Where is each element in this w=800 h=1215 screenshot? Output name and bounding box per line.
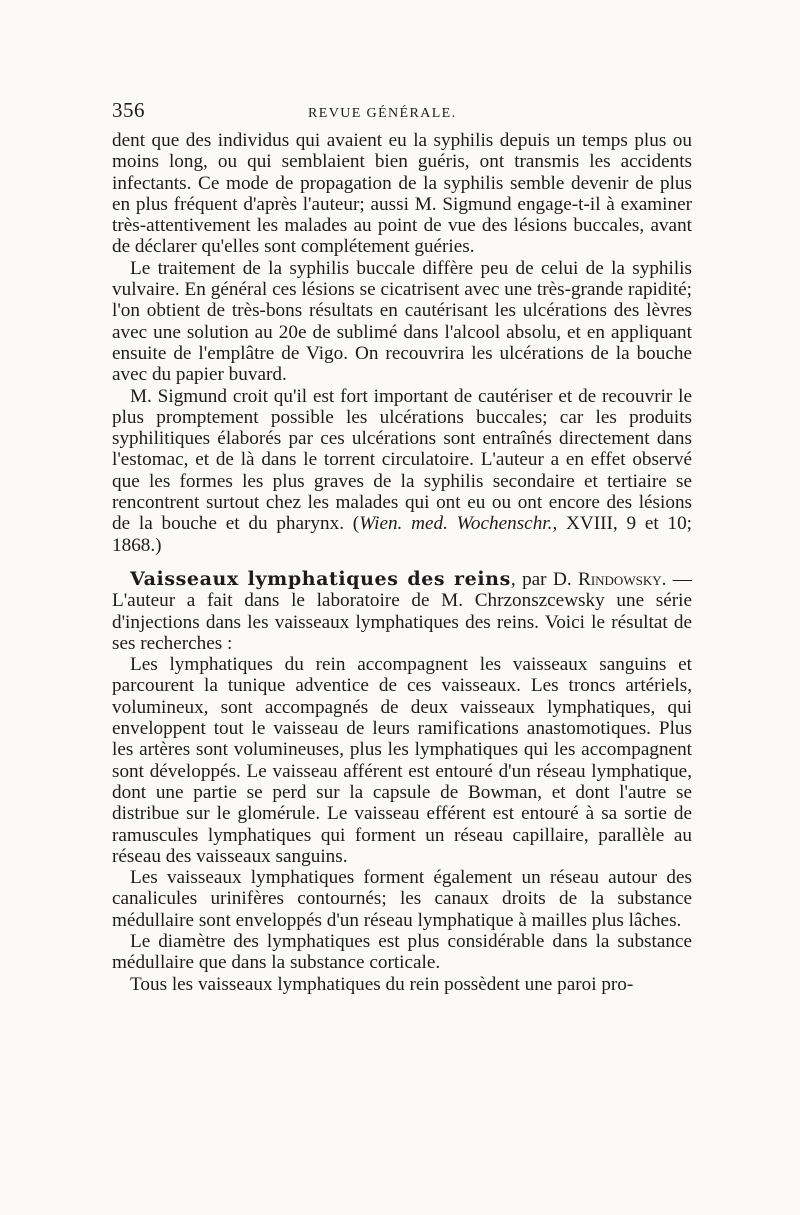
paragraph-7: Le diamètre des lymphatiques est plus considérable dans la substance médullaire que dans la substance corticale. [112, 930, 692, 974]
section-by: , par D. [510, 568, 579, 590]
running-header [112, 98, 692, 124]
paragraph-2: Le traitement de la syphilis buccale diffère peu de celui de la syphilis vulvaire. En général ces lésions se cicatrisent avec une très-grande rapidité; l'on obtient de très-bons résultats en cautérisant les ulcérations des lèvres avec une solution au 20e de sublimé dans l'alcool absolu, et en appliquant ensuite de l'emplâtre de Vigo. On recouvrira les ulcérations de la bouche avec du papier buvard. [112, 257, 692, 386]
paragraph-1: dent que des individus qui avaient eu la syphilis depuis un temps plus ou moins long, ou qui semblaient bien guéris, ont transmis les accidents infectants. Ce mode de propagation de la syphilis semble devenir de plus en plus fréquent d'après l'auteur; aussi M. Sigmund engage-t-il à examiner très-attentivement les malades au point de vue des lésions buccales, avant de déclarer qu'elles sont complétement guéries. [112, 130, 692, 258]
running-title: REVUE GÉNÉRALE. [308, 106, 457, 121]
paragraph-8: Tous les vaisseaux lymphatiques du rein possèdent une paroi pro- [130, 973, 634, 995]
paragraph-4-text: — L'auteur a fait dans le laboratoire de M. Chrzonszcewsky une série d'injections dans les vaisseaux lymphatiques des reins. Voici le résultat de ses recherches : [112, 568, 692, 654]
reference-details: , XVIII, 9 et 10; 1868.) [112, 513, 693, 556]
paragraph-5: Les lymphatiques du rein accompagnent les vaisseaux sanguins et parcourent la tunique adventice de ces vaisseaux. Les troncs artériels, volumineux, sont accompagnés de deux vaisseaux lymphatiques, qui enveloppent tout le vaisseau de leurs ramifications anastomotiques. Plus les artères sont volumineuses, plus les lymphatiques qui les accompagnent sont développés. Le vaisseau afférent est entouré d'un réseau lymphatique, dont une partie se perd sur la capsule de Bowman, et dont l'autre se distribue sur le glomérule. Le vaisseau efférent est entouré à sa sortie de ramuscules lymphatiques qui forment un réseau capillaire, parallèle au réseau des vaisseaux sanguins. [112, 654, 692, 867]
journal-reference: Wien. med. Wochenschr. [359, 513, 553, 535]
paragraph-3-text: M. Sigmund croit qu'il est fort important de cautériser et de recouvrir le plus promptement possible les ulcérations buccales; car les produits syphilitiques élaborés par ces ulcérations sont entraînés directement dans l'estomac, et de là dans le torrent circulatoire. L'auteur a en effet observé que les formes les plus graves de la syphilis secondaire et tertiaire se rencontrent surtout chez les malades qui ont eu ou ont encore des lésions de la bouche et du pharynx. [112, 385, 692, 535]
reference-open: ( [344, 513, 360, 535]
page [112, 98, 692, 995]
section-author-end: . [661, 568, 667, 590]
paragraph-3 [112, 386, 692, 556]
page-number: 356 [112, 98, 145, 122]
paragraph-4 [112, 569, 692, 654]
paragraph-6: Les vaisseaux lymphatiques forment également un réseau autour des canalicules urinifères contournés; les canaux droits de la substance médullaire sont enveloppés d'un réseau lymphatique à mailles plus lâches. [112, 867, 692, 931]
article-body [112, 130, 692, 995]
section-title: Vaisseaux lymphatiques des reins [130, 567, 511, 590]
section-author: Rindowsky [578, 568, 662, 590]
